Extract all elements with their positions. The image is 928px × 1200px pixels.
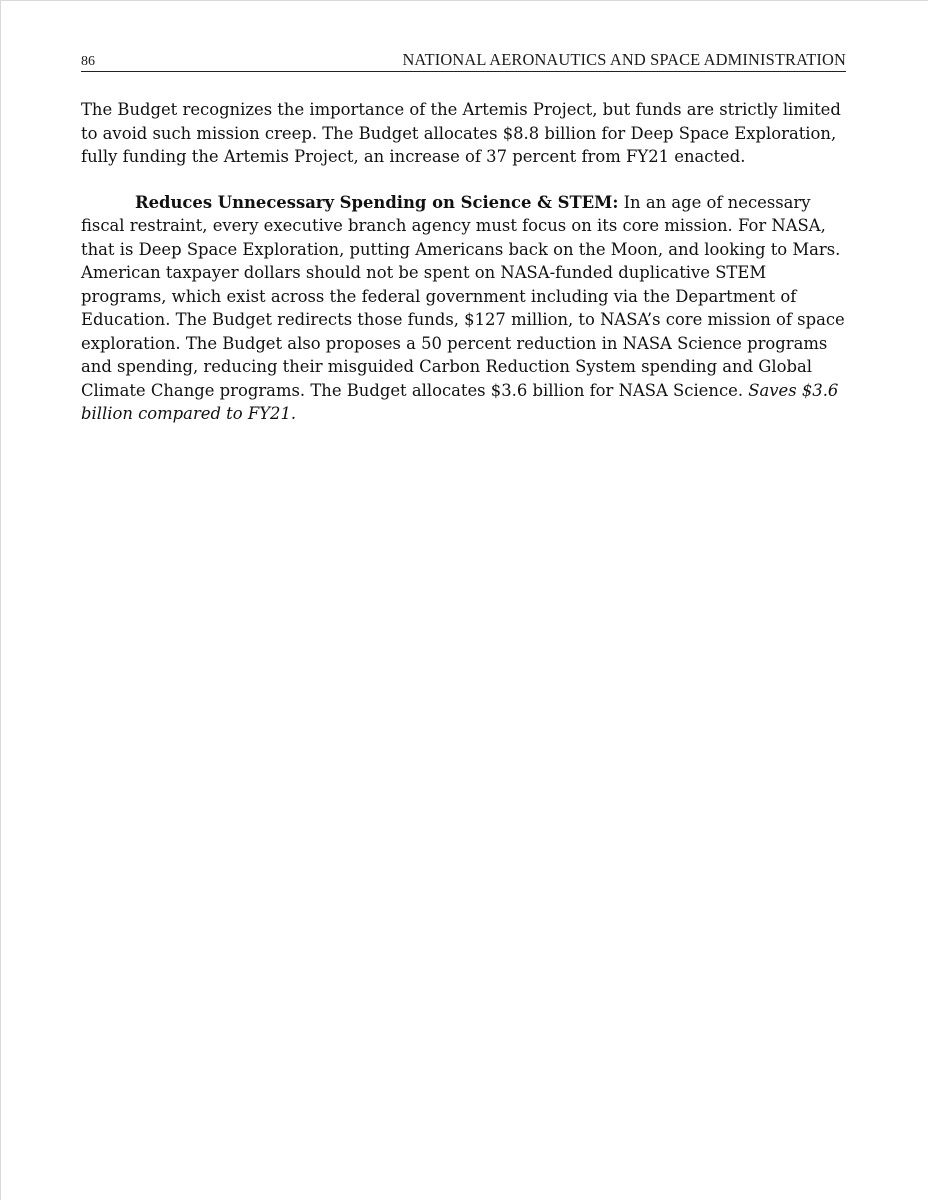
- paragraph-artemis: [81, 98, 849, 169]
- paragraph-science-stem: [81, 191, 849, 426]
- running-title: NATIONAL AERONAUTICS AND SPACE ADMINISTRATION: [402, 50, 846, 69]
- savings-note: Saves $3.6 billion compared to FY21.: [81, 380, 839, 423]
- body-text: [81, 98, 849, 448]
- paragraph-heading: Reduces Unnecessary Spending on Science & STEM:: [135, 192, 619, 212]
- paragraph-text: In an age of necessary fiscal restraint, every executive branch agency must focus on its core mission. For NASA, that is Deep Space Exploration, putting Americans back on the Moon, and looking to Mars. American taxpayer dollars should not be spent on NASA-funded duplicative STEM programs, which exist across the federal government including via the Department of Education. The Budget redirects those funds, $127 million, to NASA’s core mission of space exploration. The Budget also proposes a 50 percent reduction in NASA Science programs and spending, reducing their misguided Carbon Reduction System spending and Global Climate Change programs. The Budget allocates $3.6 billion for NASA Science.: [81, 192, 845, 400]
- paragraph-text: The Budget recognizes the importance of the Artemis Project, but funds are strictly limited to avoid such mission creep. The Budget allocates $8.8 billion for Deep Space Exploration, fully funding the Artemis Project, an increase of 37 percent from FY21 enacted.: [81, 100, 841, 166]
- page-number: 86: [81, 54, 95, 69]
- running-header: [81, 51, 846, 72]
